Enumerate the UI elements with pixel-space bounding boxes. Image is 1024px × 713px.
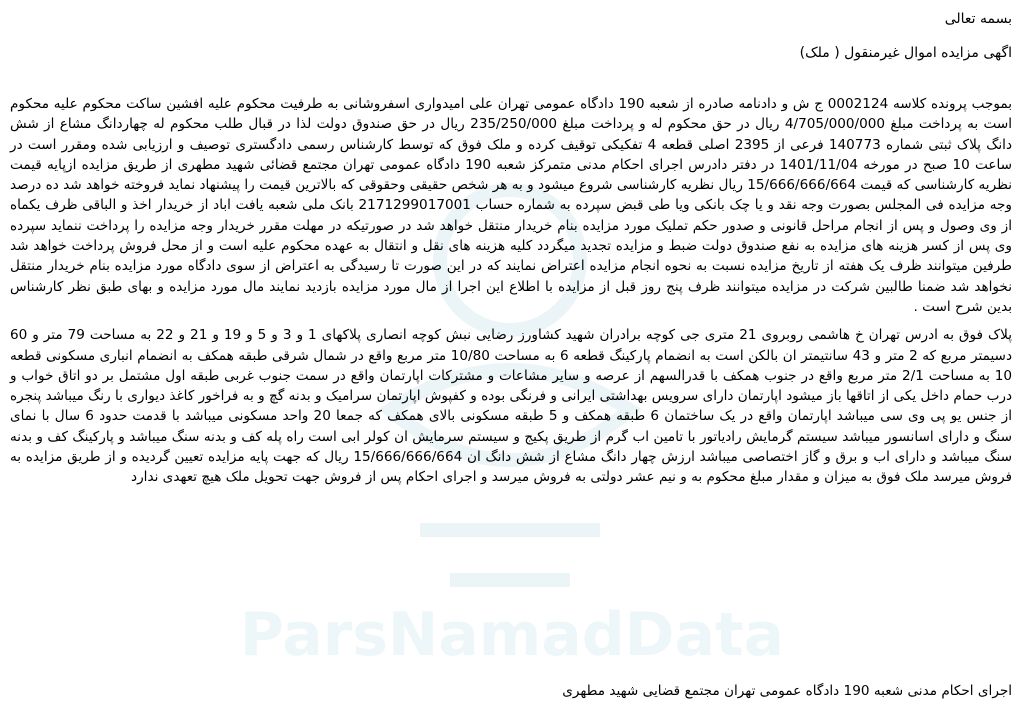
basmala-heading: بسمه تعالی [944,11,1012,27]
notice-paragraph-2: پلاک فوق به ادرس تهران خ هاشمی روبروی 21 متری جی کوچه برادران شهید کشاورز رضایی نبش کوچه انصاری پلاکهای 1 و 3 و 5 و 19 و 21 و 22 به مساحت 79 متر و 60 دسیمتر مربع که 2 متر و 43 سانتیمتر ان بالکن است به انضمام پارکینگ قطعه 6 به مساحت 10/80 متر مربع واقع در شمال شرقی طبقه همکف به انضمام انباری مسکونی قطعه 10 به مساحت 2/1 متر مربع واقع در جنوب همکف با قدرالسهم از عرصه و سایر مشاعات و مشترکات اپارتمان واقع در سمت جنوب غربی طبقه اول مشتمل بر دو اتاق خواب و درب حمام داخل یکی از اتاقها باز میشود اپارتمان دارای سرویس بهداشتی ایرانی و فرنگی بوده و کفپوش اپارتمان سرامیک و بدنه گچ و به فراخور کاغذ دیواری با رنگ میباشد پنجره از جنس یو پی وی سی میباشد اپارتمان واقع در یک ساختمان 6 طبقه همکف و 5 طبقه مسکونی بالای همکف که جمعا 20 واحد مسکونی میباشد با قدمت حدود 6 سال با نمای سنگ و دارای اسانسور میباشد سیستم گرمایش رادیاتور با تامین اب گرم از طریق پکیج و سیستم سرمایش ان کولر ابی است راه پله کف و بدنه سنگ میباشد و پارکینگ کف و بدنه سنگ میباشد و دارای اب و برق و گاز اختصاصی میباشد ارزش چهار دانگ مشاع از شش دانگ ان 15/666/666/664 ریال که جهت پایه مزایده تعیین گردیده و از طریق مزایده به فروش میرسد ملک فوق به میزان و مقدار مبلغ محکوم به و نیم عشر دولتی به فروش میرسد و اجرای احکام پس از فروش جهت تحویل ملک هیچ تعهدی ندارد [10,327,1013,486]
notice-title: اگهی مزایده اموال غیرمنقول ( ملک) [799,45,1012,61]
watermark-text: ParsNamadData [239,600,785,670]
notice-body [10,94,1012,496]
issuer-signature-line: اجرای احکام مدنی شعبه 190 دادگاه عمومی تهران مجتمع قضایی شهید مطهری [562,683,1012,699]
notice-paragraph-1: بموجب پرونده کلاسه 0002124 ج ش و دادنامه صادره از شعبه 190 دادگاه عمومی تهران علی امیدواری اسفروشانی به طرفیت محکوم علیه افشین ساکت محکوم علیه محکوم است به پرداخت مبلغ 4/705/000/000 ریال در حق محکوم له و پرداخت مبلغ 235/250/000 ریال در حق صندوق دولت لذا در قبال طلب محکوم له چهاردانگ مشاع از شش دانگ پلاک ثبتی شماره 140773 فرعی از 2395 اصلی قطعه 4 تفکیکی توقیف کرده و ملک فوق که توسط کارشناس رسمی دادگستری توصیف و ارزیابی شده ومقرر است در ساعت 10 صبح در مورخه 1401/11/04 در دفتر دادرس اجرای احکام مدنی متمرکز شعبه 190 دادگاه عمومی تهران مجتمع قضائی شهید مطهری از طریق مزایده ازپایه قیمت نظریه کارشناسی که قیمت 15/666/666/664 ریال نظریه کارشناسی شروع میشود و به هر شخص حقیقی وحقوقی که بالاترین قیمت را پیشنهاد نماید فروخته خواهد شد ده درصد وجه مزایده فی المجلس بصورت وجه نقد و یا چک بانکی ویا طی قبض سپرده به شماره حساب 2171299017001 بانک ملی شعبه یافت اباد از خریدار اخذ و الباقی ظرف یکماه از وی وصول و پس از انجام مراحل قانونی و صدور حکم تملیک مورد مزایده بنام خریدار منتقل خواهد شد در صورتیکه در مهلت مقرر خریدار وجه مزایده را پرداخت ننماید سپرده وی پس از کسر هزینه های مزایده به نفع صندوق دولت ضبط و مزایده تجدید میگردد کلیه هزینه های نقل و انتقال به عهده محکوم علیه است و از محل فروش پرداخت خواهد شد طرفین میتوانند ظرف یک هفته از تاریخ مزایده نسبت به نحوه انجام مزایده اعتراض نمایند که در این صورت تا رسیدگی به اعتراض از سوی دادگاه مورد مزایده بنام خریدار منتقل نخواهد شد ضمنا طالبین شرکت در مزایده میتوانند ظرف پنج روز قبل از مزایده با اطلاع این اجرا از مال مورد مزایده بازدید نمایند مال مورد مزایده و بهای طبق نظر کارشناس بدین شرح است . [10,96,1013,315]
